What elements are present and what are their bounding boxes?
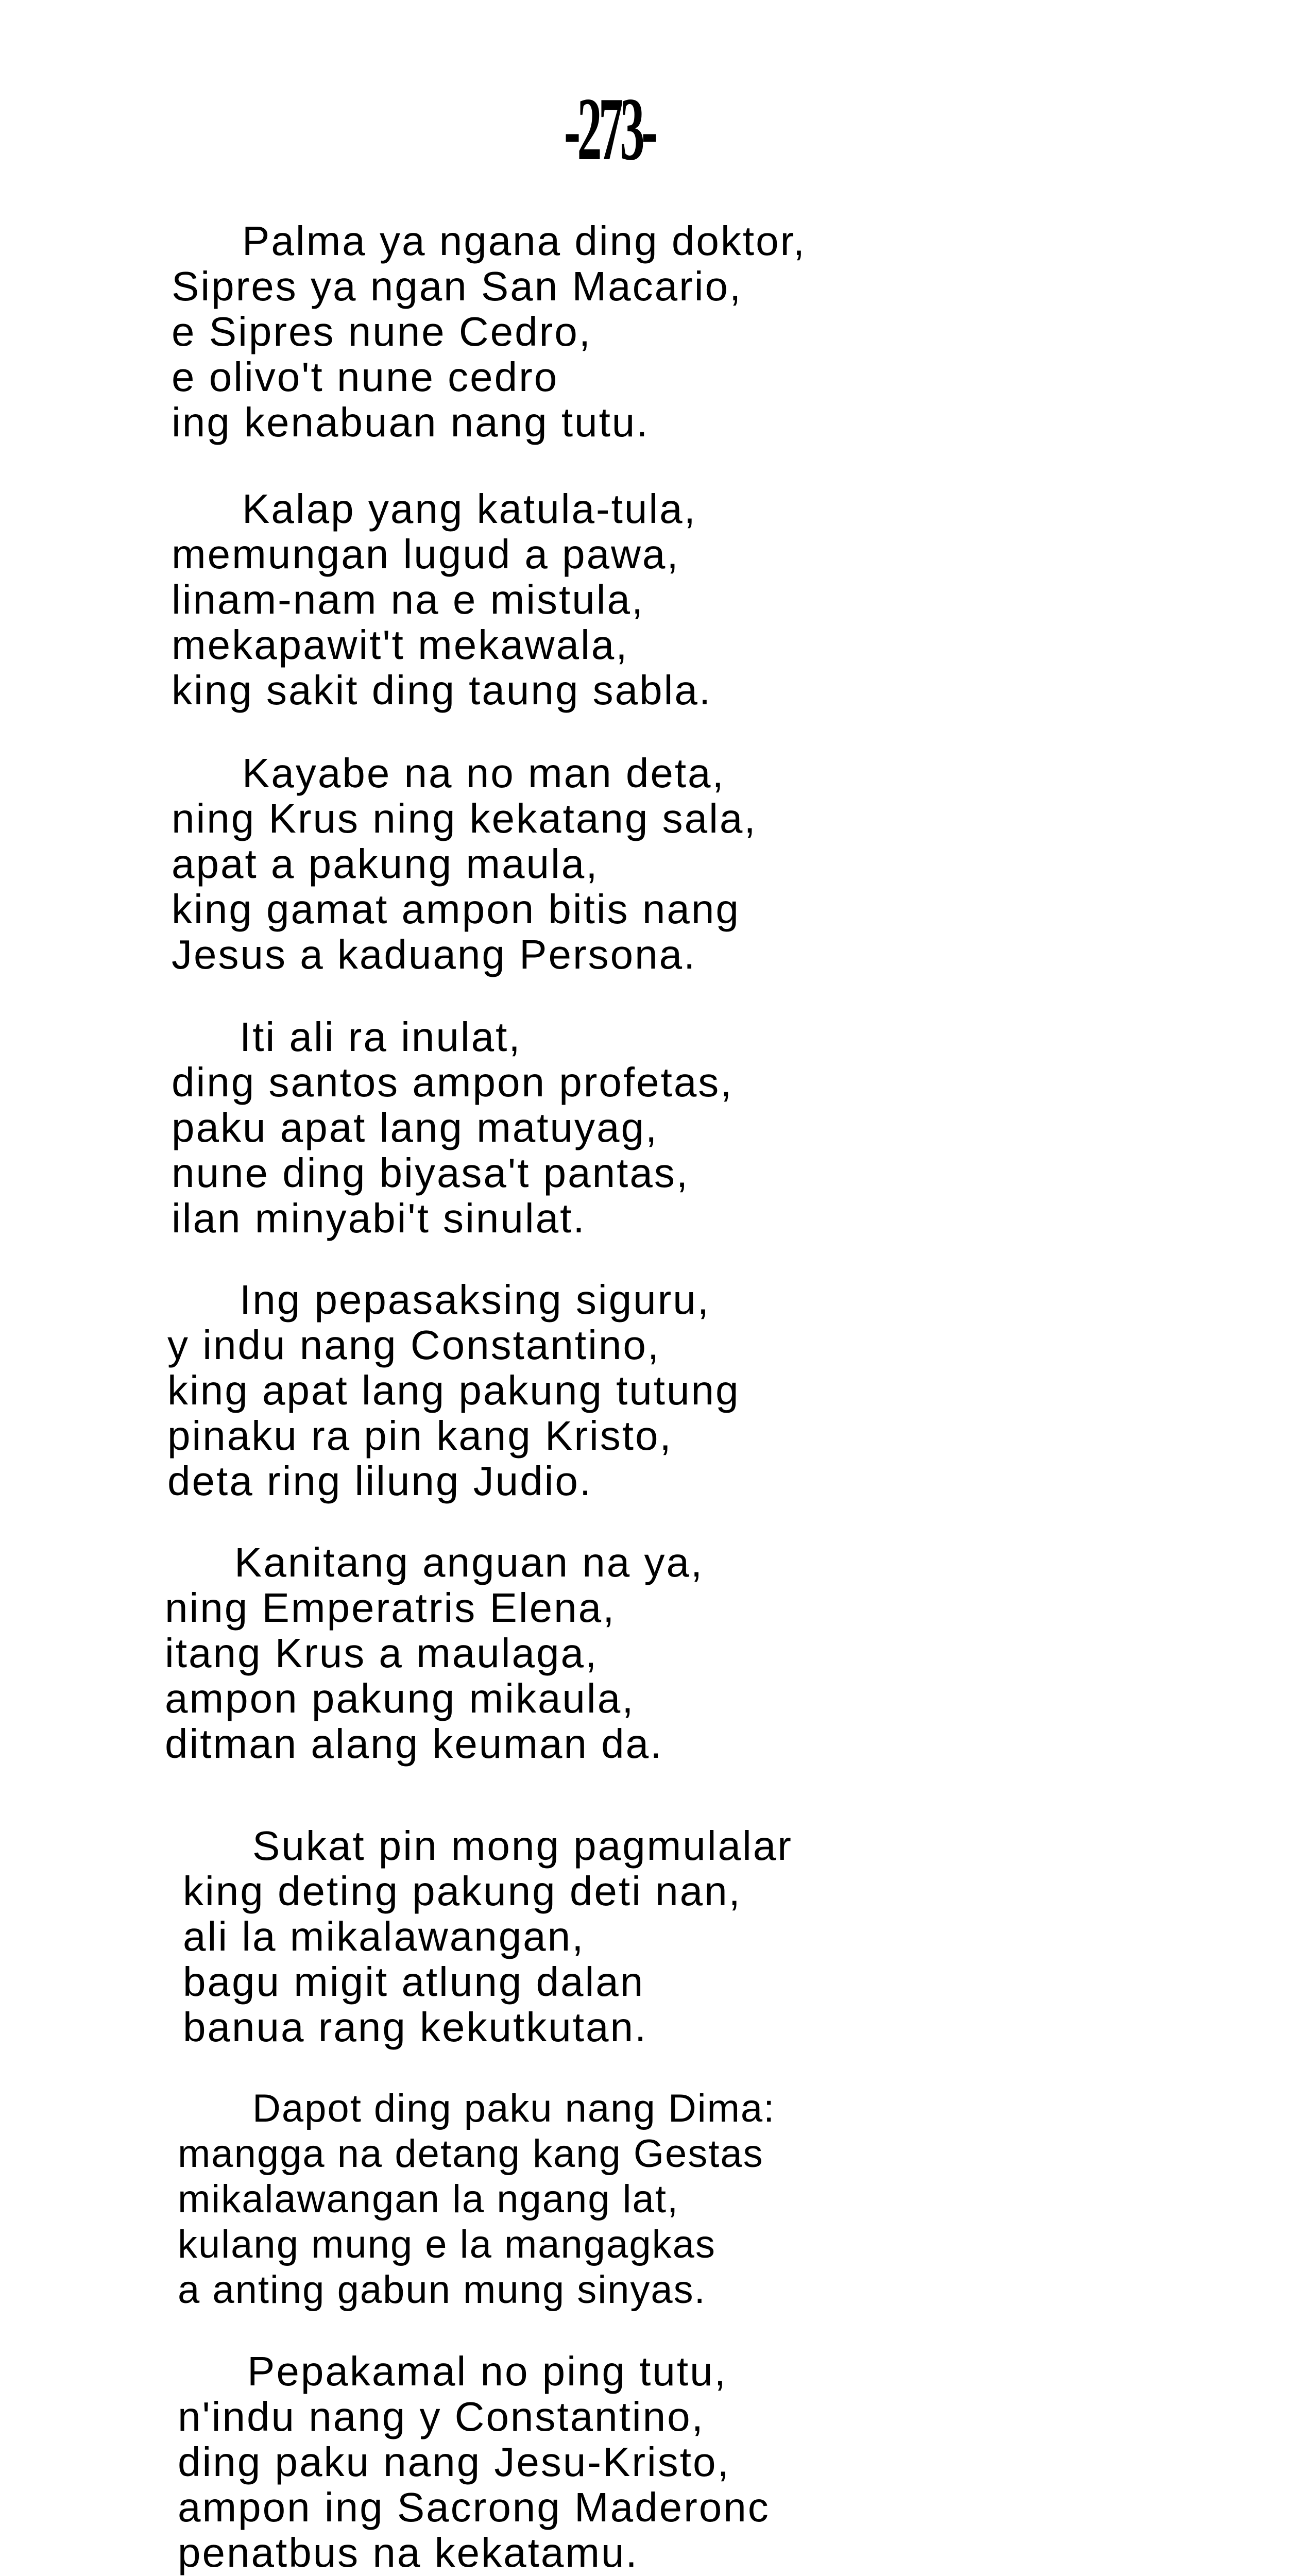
verse-line: bagu migit atlung dalan [183, 1959, 645, 2005]
verse-line: Sipres ya ngan San Macario, [172, 263, 743, 309]
verse-line: Palma ya ngana ding doktor, [242, 218, 807, 264]
page-number: -273- [564, 79, 655, 179]
verse-line: linam-nam na e mistula, [172, 577, 645, 622]
verse-line: penatbus na kekatamu. [178, 2530, 639, 2575]
verse-line: ing kenabuan nang tutu. [172, 399, 650, 445]
verse-line: king deting pakung deti nan, [183, 1868, 742, 1914]
verse-line: mangga na detang kang Gestas [178, 2132, 764, 2176]
verse-line: ali la mikalawangan, [183, 1913, 585, 1959]
verse-line: Sukat pin mong pagmulalar [252, 1823, 793, 1869]
verse-line: Kayabe na no man deta, [242, 750, 725, 796]
verse-line: apat a pakung maula, [172, 841, 599, 887]
verse-line: a anting gabun mung sinyas. [178, 2268, 706, 2312]
verse-line: paku apat lang matuyag, [172, 1105, 659, 1150]
verse-line: banua rang kekutkutan. [183, 2004, 648, 2050]
verse-line: deta ring lilung Judio. [167, 1458, 593, 1504]
verse-line: ning Krus ning kekatang sala, [172, 795, 757, 841]
verse-line: ampon ing Sacrong Maderonc [178, 2484, 770, 2530]
verse-line: king gamat ampon bitis nang [172, 886, 740, 932]
verse-line: pinaku ra pin kang Kristo, [167, 1413, 673, 1459]
verse-line: nune ding biyasa't pantas, [172, 1150, 690, 1196]
verse-line: itang Krus a maulaga, [165, 1630, 599, 1676]
verse-line: y indu nang Constantino, [167, 1322, 661, 1368]
verse-line: ampon pakung mikaula, [165, 1675, 635, 1721]
verse-line: ding santos ampon profetas, [172, 1059, 734, 1105]
verse-line: Kalap yang katula-tula, [242, 486, 697, 532]
verse-line: ditman alang keuman da. [165, 1721, 663, 1767]
verse-line: Jesus a kaduang Persona. [172, 931, 697, 977]
verse-line: Ing pepasaksing siguru, [240, 1277, 710, 1323]
verse-line: e olivo't nune cedro [172, 354, 559, 400]
verse-line: king sakit ding taung sabla. [172, 667, 712, 713]
verse-line: Iti ali ra inulat, [240, 1014, 522, 1060]
verse-line: kulang mung e la mangagkas [178, 2223, 716, 2266]
verse-line: ilan minyabi't sinulat. [172, 1195, 586, 1241]
verse-line: Kanitang anguan na ya, [234, 1539, 704, 1585]
verse-line: mikalawangan la ngang lat, [178, 2177, 679, 2221]
verse-line: Pepakamal no ping tutu, [247, 2348, 727, 2394]
verse-line: n'indu nang y Constantino, [178, 2394, 705, 2439]
verse-line: ding paku nang Jesu-Kristo, [178, 2439, 730, 2485]
verse-line: ning Emperatris Elena, [165, 1585, 616, 1631]
verse-line: Dapot ding paku nang Dima: [252, 2087, 776, 2130]
verse-line: memungan lugud a pawa, [172, 531, 680, 577]
verse-line: e Sipres nune Cedro, [172, 309, 592, 354]
verse-line: mekapawit't mekawala, [172, 622, 629, 668]
verse-line: king apat lang pakung tutung [167, 1367, 740, 1413]
